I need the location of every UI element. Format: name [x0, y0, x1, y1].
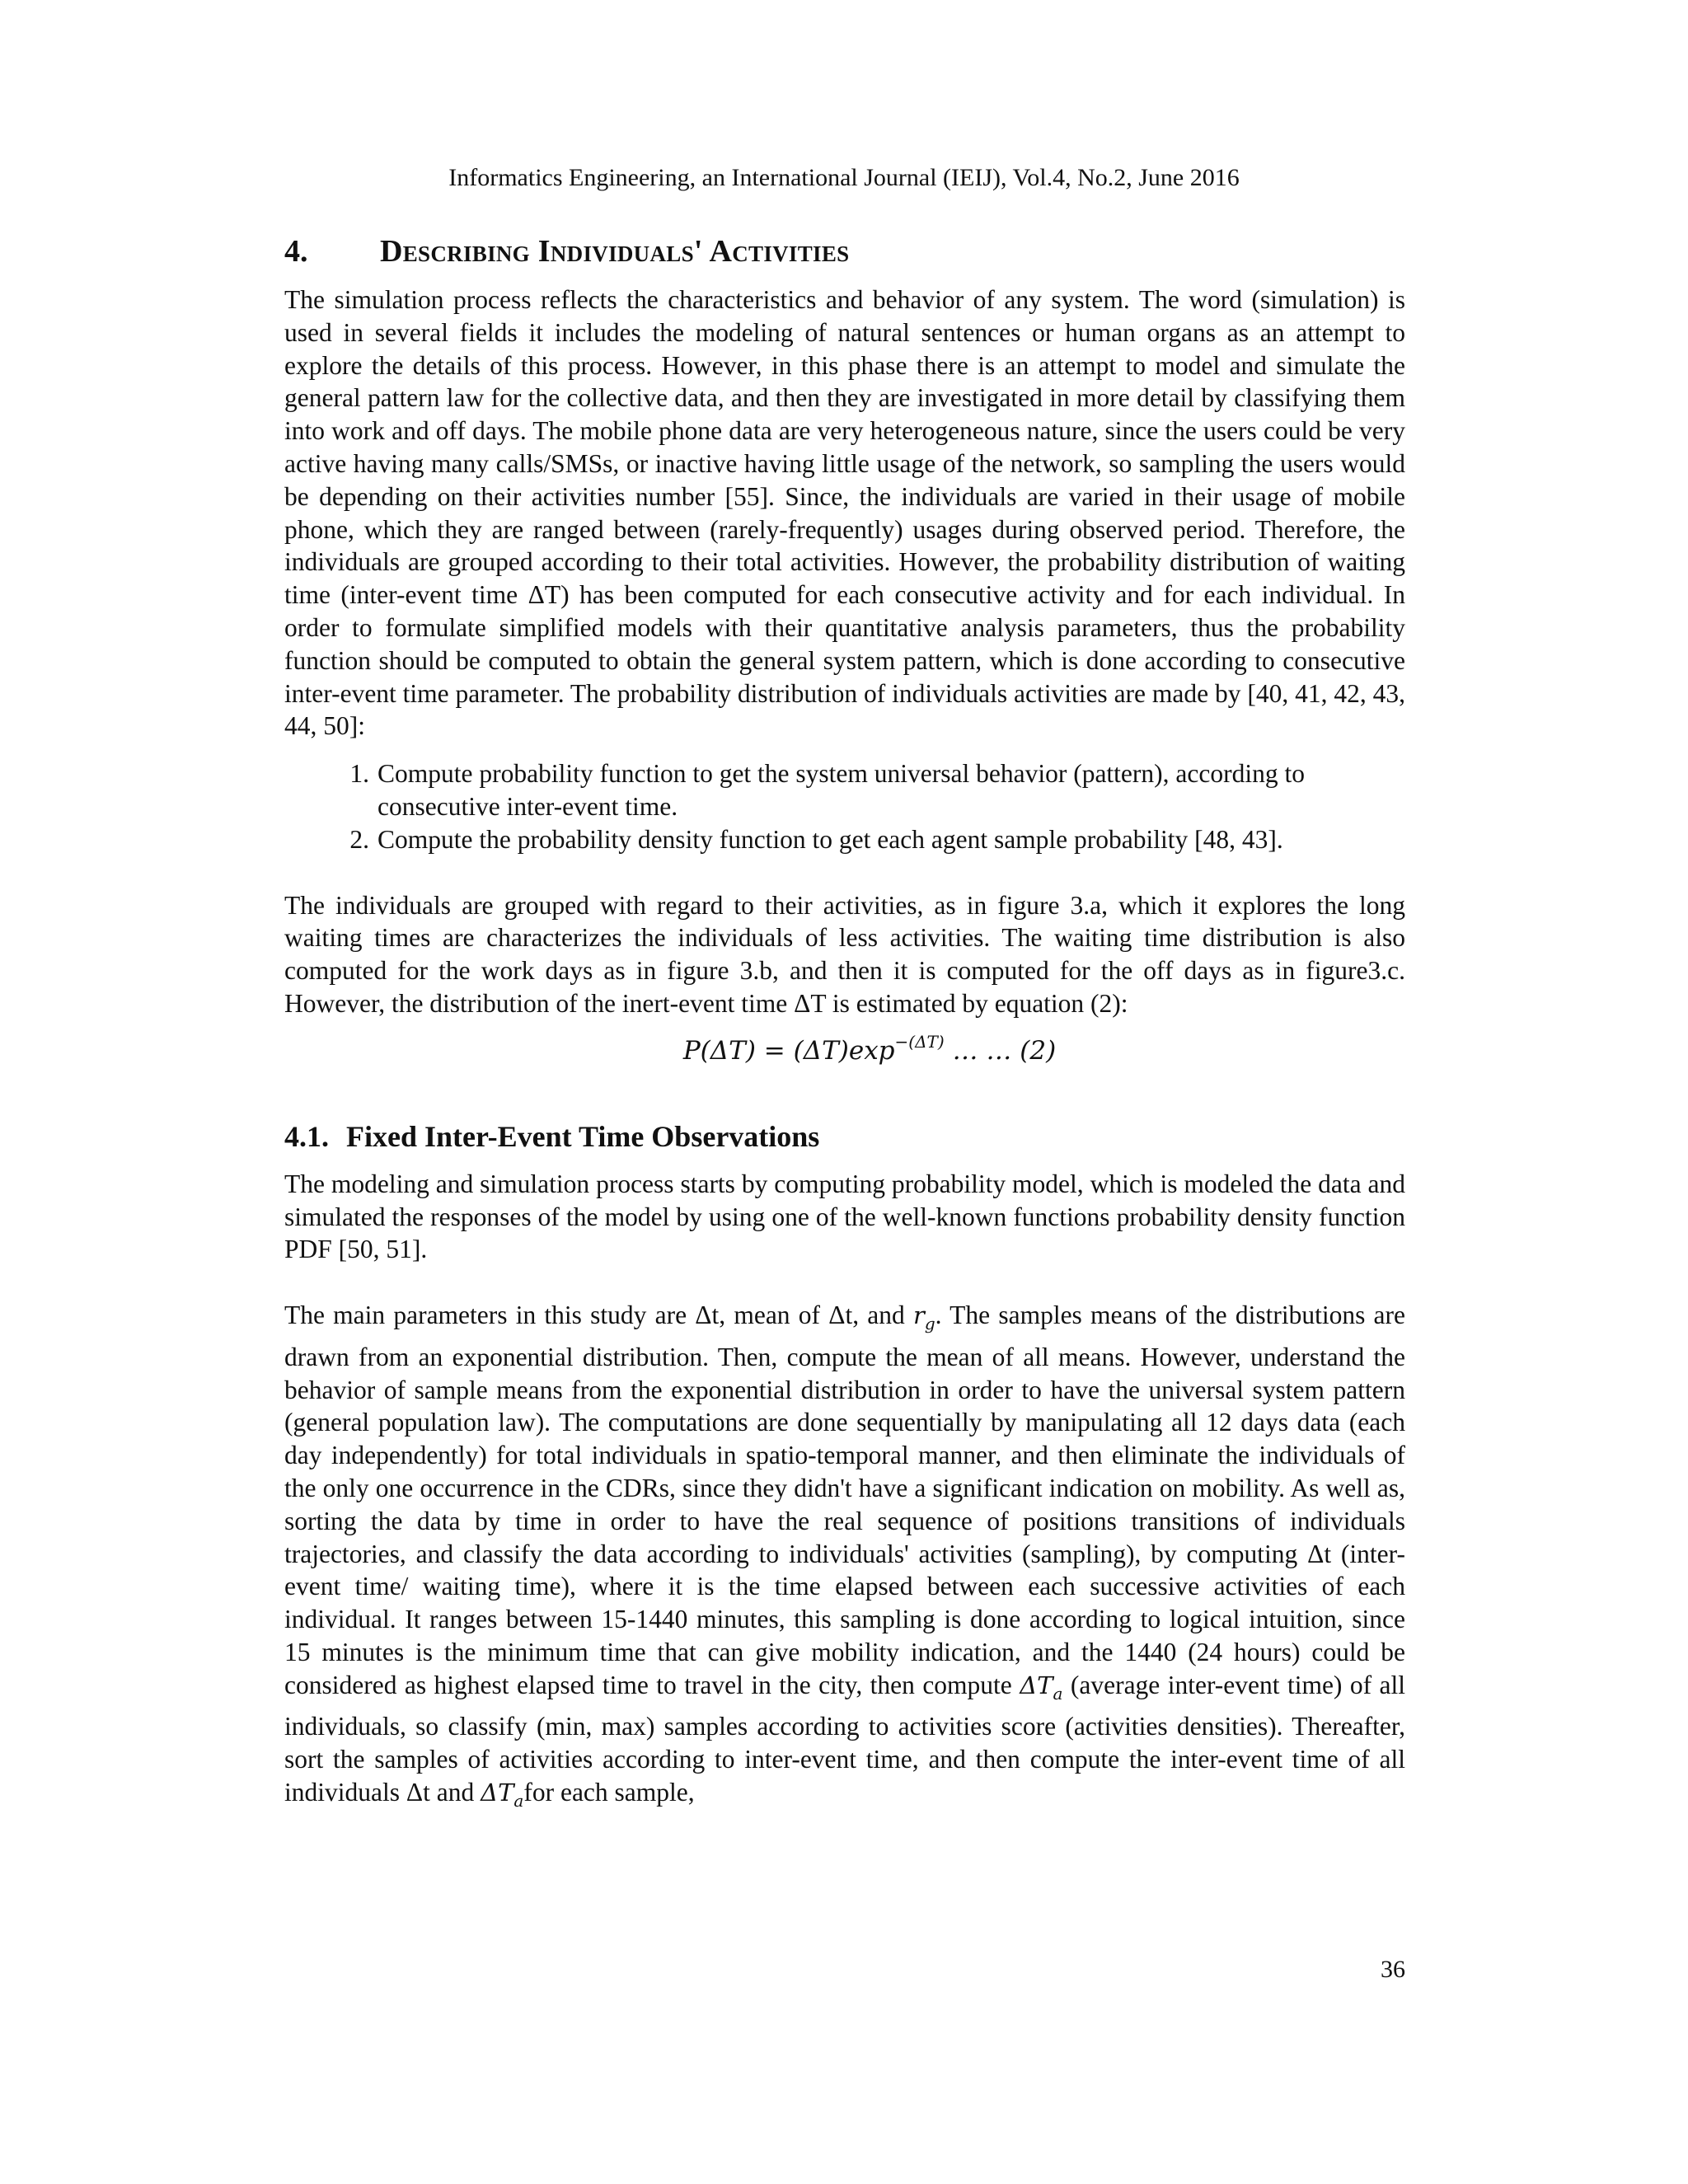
section-4-1-paragraph-2	[284, 1299, 1405, 1817]
delta-ta-base: ΔT	[1020, 1671, 1053, 1699]
equation-tail: … … (2)	[944, 1035, 1057, 1066]
list-item-text: Compute the probability density function to get each agent sample probability [48, 43].	[377, 824, 1283, 854]
subsection-title: Fixed Inter-Event Time Observations	[346, 1119, 820, 1153]
paragraph-text: for each sample,	[523, 1777, 695, 1807]
equation-lhs: P(ΔT) = (ΔT)exp	[682, 1035, 895, 1066]
equation-2	[284, 1024, 1405, 1069]
rg-base: r	[912, 1301, 925, 1330]
procedure-list	[284, 757, 1405, 855]
paragraph-text: (average inter-event time) of all individuals, so classify (min, max) samples according to activities score (activities densities). Thereafter, sort the samples of activities according to inter-event time, and then compute the inter-event time of all individuals Δt and	[284, 1670, 1405, 1807]
list-item	[284, 757, 1405, 823]
list-item-index: 1.	[349, 759, 369, 789]
list-item-text: Compute probability function to get the system universal behavior (pattern), according to consecutive inter-event time.	[377, 759, 1305, 821]
page-body	[284, 231, 1405, 1817]
delta-ta-symbol	[481, 1778, 524, 1811]
section-4-paragraph-1: The simulation process reflects the characteristics and behavior of any system. The word (simulation) is used in several fields it includes the modeling of natural sentences or human organs as an attempt to explore the details of this process. However, in this phase there is an attempt to model and simulate the general pattern law for the collective data, and then they are investigated in more detail by classifying them into work and off days. The mobile phone data are very heterogeneous nature, since the users could be very active having many calls/SMSs, or inactive having little usage of the network, so sampling the users would be depending on their activities number [55]. Since, the individuals are varied in their usage of mobile phone, which they are ranged between (rarely-frequently) usages during observed period. Therefore, the individuals are grouped according to their total activities. However, the probability distribution of waiting time (inter-event time ΔT) has been computed for each consecutive activity and for each individual. In order to formulate simplified models with their quantitative analysis parameters, thus the probability function should be computed to obtain the general system pattern, which is done according to consecutive inter-event time parameter. The probability distribution of individuals activities are made by [40, 41, 42, 43, 44, 50]:	[284, 285, 1405, 741]
paragraph-text: The main parameters in this study are Δt, mean of Δt, and	[284, 1301, 913, 1330]
list-item	[284, 823, 1405, 856]
section-4-1-paragraph-1: The modeling and simulation process starts by computing probability model, which is modeled the data and simulated the responses of the model by using one of the well-known functions probability density function PDF [50, 51].	[284, 1169, 1405, 1264]
delta-ta-symbol	[1020, 1671, 1063, 1704]
delta-ta-subscript: a	[513, 1790, 524, 1811]
equation-exponent: −(ΔT)	[894, 1031, 945, 1052]
section-4-1-heading	[284, 1117, 1405, 1156]
page-number: 36	[1381, 1956, 1405, 1983]
paragraph-text: . The samples means of the distributions are drawn from an exponential distribution. Then, compute the mean of all means. However, understand the behavior of sample means from the exponential distribution in order to have the universal system pattern (general population law). The computations are done sequentially by manipulating all 12 days data (each day independently) for total individuals in spatio-temporal manner, and then eliminate the individuals of the only one occurrence in the CDRs, since they didn't have a significant indication on mobility. As well as, sorting the data by time in order to have the real sequence of positions transitions of individuals trajectories, and classify the data according to individuals' activities (sampling), by computing Δt (inter-event time/ waiting time), where it is the time elapsed between each successive activities of each individual. It ranges between 15-1440 minutes, this sampling is done according to logical intuition, since 15 minutes is the minimum time that can give mobility indication, and the 1440 (24 hours) could be considered as highest elapsed time to travel in the city, then compute	[284, 1301, 1405, 1699]
rg-subscript: g	[924, 1313, 935, 1333]
list-item-index: 2.	[349, 824, 369, 854]
section-number: 4.	[284, 234, 308, 269]
journal-header: Informatics Engineering, an International Journal (IEIJ), Vol.4, No.2, June 2016	[448, 164, 1240, 191]
section-4-paragraph-2: The individuals are grouped with regard to their activities, as in figure 3.a, which it explores the long waiting times are characterizes the individuals of less activities. The waiting time distribution is also computed for the work days as in figure 3.b, and then it is computed for the off days as in figure3.c. However, the distribution of the inert-event time ΔT is estimated by equation (2):	[284, 890, 1405, 1018]
section-title: Describing Individuals' Activities	[380, 234, 850, 269]
section-4-heading	[284, 231, 1405, 272]
subsection-number: 4.1.	[284, 1119, 329, 1153]
delta-ta-base: ΔT	[481, 1778, 514, 1807]
rg-symbol	[912, 1301, 935, 1333]
delta-ta-subscript: a	[1053, 1683, 1063, 1704]
